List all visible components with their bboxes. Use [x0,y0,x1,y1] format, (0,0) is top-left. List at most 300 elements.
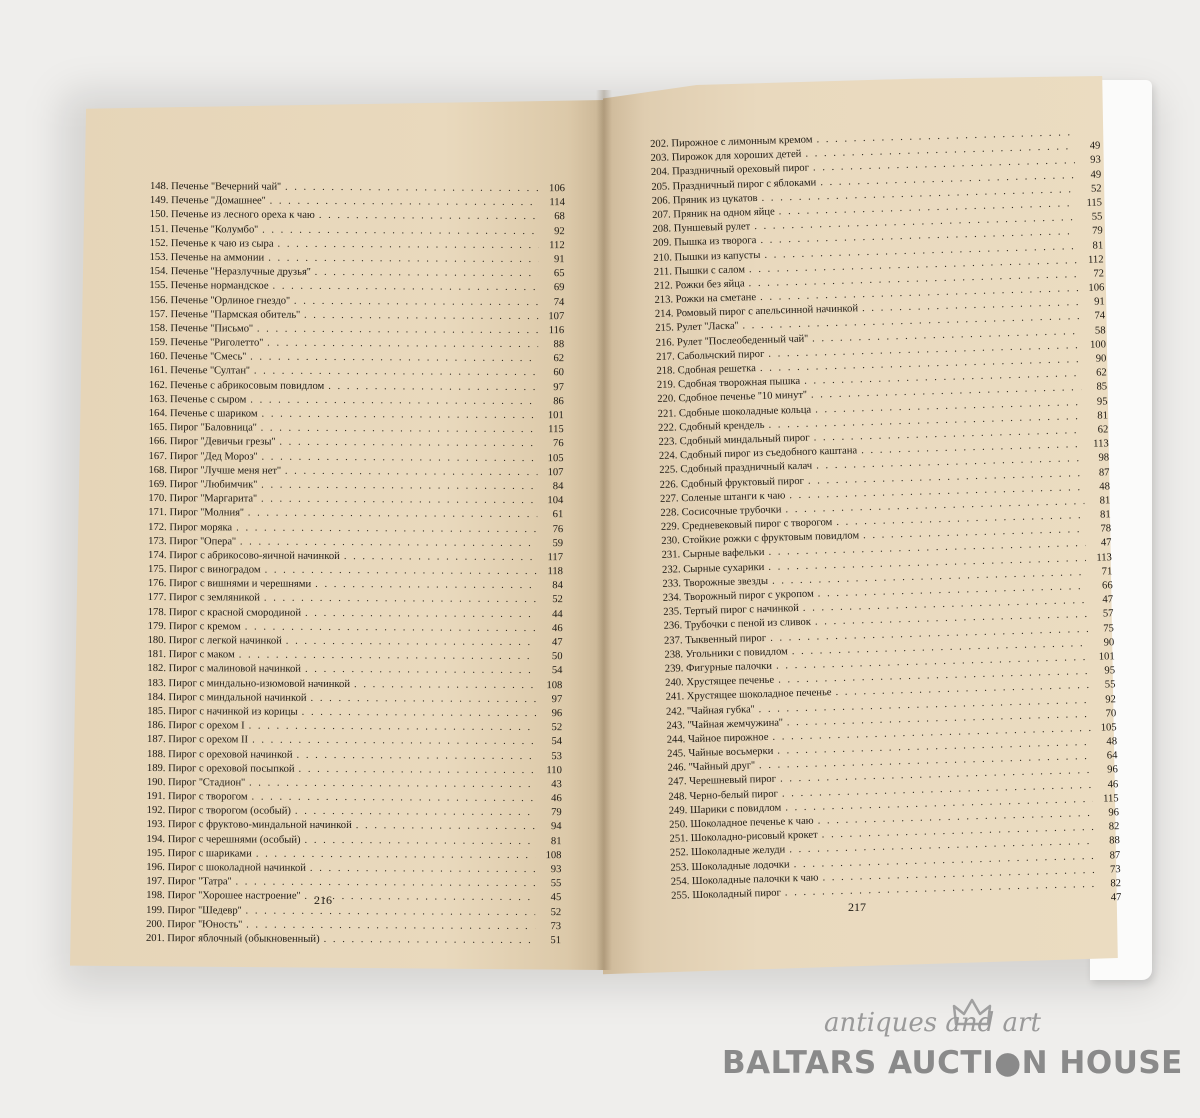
toc-leader-dots [296,748,536,763]
toc-entry-number: 237. [663,634,683,647]
toc-entry-title: Пирог с шариками [167,847,252,860]
toc-entry-number: 173. [148,535,167,547]
toc-entry-title: Пирог с абрикосово-яичной начинкой [169,549,340,562]
toc-entry-page: 68 [554,211,565,223]
toc-entry-page: 74 [1094,310,1106,323]
toc-leader-dots [310,862,536,877]
toc-entry-page: 88 [1109,835,1120,847]
toc-leader-dots [257,322,538,338]
toc-entry-page: 76 [553,438,564,450]
toc-entry-number: 176. [147,578,167,590]
toc-entry-number: 189. [146,762,166,774]
toc-entry-page: 81 [1099,495,1111,507]
toc-entry-number: 163. [148,393,168,405]
toc-entry-page: 98 [1098,452,1110,464]
toc-entry-number: 152. [149,237,169,249]
toc-entry-number: 165. [148,422,168,434]
toc-entry-page: 93 [1090,154,1101,167]
left-page-toc [146,180,565,948]
toc-entry-title: Стойкие рожки с фруктовым повидлом [682,530,860,547]
toc-leader-dots [252,734,536,750]
toc-entry-number: 156. [149,294,168,306]
toc-entry-page: 45 [550,892,562,904]
toc-leader-dots [294,294,539,309]
toc-entry-title: Тыквенный пирог [685,632,767,646]
toc-entry-title: Пуншевый рулет [673,221,751,235]
toc-entry-page: 57 [1102,608,1114,620]
toc-entry-page: 101 [547,410,564,422]
toc-entry-page: 46 [552,622,563,634]
toc-entry-page: 108 [545,849,562,861]
toc-entry-page: 86 [553,395,564,407]
toc-leader-dots [311,692,537,707]
toc-entry-title: Черно-белый пирог [689,788,779,802]
toc-entry-number: 214. [654,308,674,321]
toc-entry-number: 202. [650,138,669,150]
toc-entry-number: 209. [652,237,672,250]
toc-leader-dots [304,308,538,323]
toc-entry-page: 107 [548,310,565,322]
toc-leader-dots [248,507,538,523]
toc-leader-dots [239,649,537,665]
toc-entry-number: 184. [147,691,166,703]
toc-entry-title: Шоколадно-рисовый крокет [690,829,818,845]
toc-entry-page: 52 [550,906,562,918]
toc-entry-title: Печенье с абрикосовым повидлом [170,379,325,392]
toc-entry-title: Шоколадные палочки к чаю [691,872,819,887]
toc-entry [146,932,561,948]
toc-entry-page: 55 [1091,211,1103,223]
toc-entry-title: Сосисочные трубочки [681,504,782,519]
toc-entry-page: 48 [1106,736,1118,748]
toc-entry-page: 87 [1098,466,1110,479]
watermark-subtitle: antiques and art [824,1008,1041,1038]
toc-entry-page: 62 [1095,367,1107,379]
toc-entry-number: 252. [669,847,689,860]
toc-entry-page: 55 [550,878,562,890]
toc-entry-number: 166. [148,436,168,448]
toc-entry-page: 115 [1102,792,1119,805]
toc-entry-number: 253. [670,861,690,874]
toc-entry-title: Пышка из творога [673,235,757,249]
toc-entry-number: 180. [147,634,167,647]
toc-entry-title: Фигурные палочки [685,660,773,675]
toc-leader-dots [295,805,536,820]
toc-entry-number: 243. [666,719,686,732]
toc-entry-page: 88 [553,339,565,351]
toc-entry-title: Пирог с ореховой посыпкой [168,762,295,775]
toc-entry-number: 225. [659,464,678,477]
toc-entry-title: Пирог с шоколадной начинкой [167,862,306,874]
toc-entry-title: ''Чайная жемчужина'' [687,717,783,731]
toc-leader-dots [305,606,537,621]
toc-leader-dots [304,890,535,905]
toc-entry-page: 65 [553,268,565,280]
toc-leader-dots [302,706,537,721]
toc-entry-title: Пирожок для хороших детей [671,148,802,164]
toc-entry-title: Пирог ''Баловница'' [169,422,257,434]
toc-entry-page: 85 [1096,381,1108,394]
toc-entry-title: Пирог ''Юность'' [167,918,243,931]
toc-entry-page: 69 [553,282,565,294]
toc-entry-title: Пирог с начинкой из корицы [168,706,298,718]
toc-entry-title: Пирог с творогом (особый) [167,805,291,817]
toc-entry-page: 108 [546,679,563,691]
toc-entry-number: 196. [146,861,165,874]
toc-entry-number: 218. [656,365,676,377]
toc-entry-number: 251. [669,833,689,845]
toc-leader-dots [319,209,539,224]
toc-entry-number: 227. [659,493,679,505]
toc-entry-number: 168. [148,464,168,476]
toc-entry-page: 95 [1096,395,1108,408]
toc-entry-title: Печенье на аммонии [170,252,265,264]
toc-entry-title: Пирог ''Хорошее настроение'' [167,890,301,903]
toc-entry-number: 204. [650,166,670,179]
toc-entry-number: 239. [664,663,684,675]
toc-entry-title: Пирог ''Молния'' [169,507,244,519]
book-gutter [596,90,612,970]
toc-entry-page: 81 [1097,410,1109,422]
toc-entry-page: 43 [551,778,562,791]
toc-entry-number: 181. [147,649,167,661]
toc-entry-title: Сдобный крендель [679,419,765,434]
toc-entry-title: Шарики с повидлом [689,802,782,816]
toc-entry-number: 236. [663,620,683,633]
toc-entry-page: 105 [547,452,564,464]
toc-entry-number: 192. [146,805,166,817]
toc-entry-title: Пирог с фруктово-миндальной начинкой [167,819,352,832]
toc-entry-title: Пирог ''Лучше меня нет'' [169,464,281,477]
toc-entry-number: 230. [661,535,680,548]
toc-entry-page: 60 [553,367,565,379]
toc-entry-page: 62 [1097,424,1109,436]
toc-leader-dots [254,365,538,381]
toc-entry-number: 171. [148,507,167,519]
right-page-toc [650,125,1122,918]
toc-leader-dots [249,776,536,792]
toc-entry-page: 47 [1102,594,1114,606]
toc-leader-dots [240,535,537,551]
toc-entry-title: Праздничный пирог с яблоками [672,176,817,192]
toc-entry-number: 201. [146,932,165,945]
toc-entry-page: 97 [553,381,564,393]
toc-entry-page: 75 [1103,622,1115,635]
toc-leader-dots [267,337,538,353]
toc-entry-number: 160. [149,351,168,363]
toc-entry-page: 101 [1098,651,1115,663]
toc-entry-title: Творожные звезды [683,575,769,590]
toc-entry-title: Средневековый пирог с творогом [681,517,833,533]
toc-entry-number: 232. [661,563,681,576]
toc-entry-page: 48 [1099,480,1111,493]
toc-entry-title: Пирог с миндально-изюмовой начинкой [168,677,351,690]
toc-leader-dots [273,280,539,296]
toc-entry-title: Сдобная творожная пышка [677,376,801,391]
toc-entry-number: 207. [652,209,671,221]
toc-entry-page: 115 [548,424,564,436]
toc-entry-title: Пирог ''Татра'' [167,876,232,888]
toc-entry-page: 47 [551,637,563,649]
toc-leader-dots [328,380,538,395]
toc-entry-number: 183. [147,677,166,689]
toc-entry-title: Рулет ''Послеобеденный чай'' [676,333,809,348]
toc-entry-number: 190. [146,776,166,788]
toc-entry-title: Пирог ''Маргарита'' [169,493,257,505]
toc-entry-page: 116 [548,324,565,337]
toc-entry-page: 62 [553,353,565,365]
toc-entry-title: Пряник на одном яйце [673,206,775,221]
toc-leader-dots [246,904,536,920]
toc-entry-page: 90 [1095,353,1107,365]
toc-leader-dots [268,252,538,268]
toc-entry-title: Пирог с творогом [167,791,248,803]
toc-entry-page: 79 [551,807,562,819]
toc-entry-title: Пирог с кремом [168,620,241,633]
toc-entry-number: 238. [664,649,684,661]
toc-leader-dots [265,564,537,580]
toc-entry-title: Пирог яблочный (обыкновенный) [167,933,320,945]
toc-entry-number: 249. [668,805,688,817]
toc-entry-title: Сдобный праздничный калач [680,460,813,476]
toc-entry-number: 241. [665,691,685,704]
toc-entry-title: Пирог с земляникой [168,592,260,605]
toc-entry-title: Сдобный фруктовый пирог [680,475,805,490]
toc-entry-number: 197. [146,876,165,888]
toc-leader-dots [235,876,535,892]
toc-entry-title: Пирог с ореховой начинкой [168,748,293,761]
toc-entry-page: 118 [547,566,563,578]
toc-entry-page: 47 [1110,892,1122,904]
toc-entry-number: 169. [148,478,167,491]
toc-entry-title: Соленые штанги к чаю [681,490,786,504]
toc-entry-title: Пирог ''Дед Мороз'' [169,450,258,463]
toc-entry-page: 84 [552,580,563,592]
toc-entry-title: Тертый пирог с начинкой [684,603,800,618]
toc-entry-page: 90 [1103,636,1115,649]
toc-entry-title: Печенье из лесного ореха к чаю [170,209,315,222]
toc-entry-number: 203. [650,152,670,165]
toc-entry-title: Рожки на сметане [675,292,757,306]
toc-entry-number: 150. [149,209,169,221]
toc-entry-title: Печенье ''Султан'' [170,365,250,377]
watermark-title: BALTARS AUCTI●N HOUSE [722,1045,1183,1081]
toc-entry-number: 213. [654,294,674,306]
toc-entry-title: Печенье ''Письмо'' [170,322,253,335]
toc-entry-page: 96 [1108,807,1120,819]
toc-entry-page [1078,134,1100,135]
toc-entry-page: 49 [1089,140,1101,152]
toc-entry-page: 81 [550,835,562,847]
toc-leader-dots [315,266,539,281]
toc-entry-number: 175. [147,564,167,576]
toc-entry-title: Пирог ''Шедевр'' [167,904,242,917]
toc-entry-title: Печенье с сыром [170,393,247,406]
toc-entry-title: Пирожное с лимонным кремом [671,134,813,150]
toc-entry-page: 49 [1090,168,1102,181]
toc-entry-page: 52 [1090,183,1102,195]
toc-leader-dots [305,663,537,678]
toc-entry-title: Печенье с шариком [169,408,258,420]
toc-entry-number: 254. [670,875,690,888]
toc-entry-page: 92 [554,225,565,237]
toc-entry-number: 191. [146,791,166,803]
toc-entry-number: 248. [668,790,688,803]
left-page-number: 216 [314,893,332,907]
toc-entry-title: Рожки без яйца [675,278,745,292]
toc-entry-number: 179. [147,620,167,632]
toc-entry-number: 215. [655,322,675,335]
toc-entry-title: Пирог ''Девичьи грезы'' [169,436,276,449]
toc-entry-page: 117 [547,551,564,564]
toc-entry-number: 212. [653,280,673,292]
toc-entry-number: 247. [667,776,687,789]
toc-entry-page: 112 [549,239,565,251]
toc-entry-title: Черешневый пирог [689,774,777,788]
toc-entry-page: 54 [551,736,563,748]
toc-entry-page: 106 [1088,282,1105,294]
toc-entry-number: 211. [653,266,673,278]
toc-entry-title: Хрустящее шоколадное печенье [686,687,832,703]
toc-entry-number: 242. [665,705,685,718]
toc-entry-title: Рулет ''Ласка'' [676,321,739,334]
toc-entry-number: 226. [659,478,679,491]
toc-entry-title: Пирог ''Опера'' [169,535,236,548]
toc-entry-page: 105 [1100,722,1117,734]
toc-entry-page: 82 [1110,878,1122,890]
toc-entry-title: Пирог с орехом I [168,720,245,732]
toc-entry-number: 161. [148,365,168,377]
toc-entry-page: 55 [1104,679,1116,691]
toc-entry-title: Пирог с миндальной начинкой [168,691,307,704]
toc-entry-title: Печенье к чаю из сыра [170,237,274,250]
toc-entry-title: Сырные сухарики [683,561,765,575]
toc-leader-dots [249,720,537,736]
toc-entry-page: 96 [551,708,563,720]
toc-entry-title: Сдобный миндальный пирог [679,432,810,448]
toc-entry-page: 113 [1096,551,1113,564]
toc-entry-title: Сабольчский пирог [677,348,765,363]
toc-entry-number: 172. [148,521,167,533]
toc-entry-title: Печенье ''Пармская обитель'' [170,308,301,321]
toc-leader-dots [285,181,539,197]
toc-entry-number: 177. [147,592,167,604]
toc-entry-page: 81 [1092,239,1104,252]
toc-entry-number: 250. [669,819,688,831]
toc-leader-dots [278,237,539,253]
toc-entry-page: 52 [551,722,563,734]
toc-entry-number: 223. [658,436,678,448]
toc-leader-dots [299,762,536,777]
toc-entry-number: 182. [147,663,167,675]
toc-entry-number: 157. [149,308,168,320]
toc-leader-dots [261,479,537,495]
toc-leader-dots [236,521,537,537]
toc-entry-page: 64 [1106,750,1118,762]
toc-entry-page: 100 [1089,339,1107,351]
toc-entry-title: Трубочки с пеной из сливок [684,617,812,632]
toc-entry-number: 188. [146,748,166,760]
toc-leader-dots [270,195,539,211]
toc-entry-number: 216. [655,337,675,349]
toc-entry-page: 114 [549,197,565,209]
toc-entry-page: 91 [1094,296,1105,308]
toc-entry-title: Сдобные шоколадные кольца [678,404,812,419]
toc-entry-number: 178. [147,606,167,618]
toc-entry-number: 155. [149,280,169,292]
toc-entry-page: 113 [1093,438,1109,450]
toc-entry-number: 217. [655,351,675,363]
toc-leader-dots [250,393,538,409]
toc-entry-title: Пирог с легкой начинкой [168,635,282,647]
toc-leader-dots [279,436,537,452]
toc-entry-title: Сдобная решетка [677,363,757,377]
toc-leader-dots [246,918,535,934]
toc-entry-number: 229. [660,521,680,533]
toc-leader-dots [261,493,537,509]
toc-entry-page: 91 [553,254,565,266]
toc-entry-number: 195. [146,847,166,859]
toc-entry-number: 186. [147,720,166,732]
toc-entry-title: Пирог моряка [169,521,233,533]
toc-entry-page: 70 [1105,707,1117,720]
toc-entry-page: 82 [1108,821,1120,833]
toc-entry-number: 221. [657,407,677,420]
toc-entry-page: 50 [551,651,563,663]
toc-entry-number: 206. [651,195,671,207]
toc-leader-dots [261,422,538,438]
right-page-number: 217 [848,900,866,914]
toc-entry-number: 158. [149,322,168,334]
toc-entry-number: 187. [147,734,166,746]
toc-entry-number: 148. [149,180,169,193]
toc-entry-number: 228. [660,507,680,519]
toc-entry-page: 106 [549,183,565,195]
toc-entry-title: Шоколадное печенье к чаю [690,815,814,831]
toc-entry-page: 78 [1100,523,1112,535]
toc-leader-dots [262,223,539,239]
toc-entry-title: Печенье ''Риголетто'' [170,337,264,349]
toc-entry-title: Пирог ''Любимчик'' [169,479,258,491]
toc-entry-title: Пирог с малиновой начинкой [168,663,302,676]
toc-entry-page: 72 [1093,268,1105,280]
toc-entry-title: Пышки с салом [674,264,746,278]
toc-entry-title: Пирог с красной смородиной [168,606,302,619]
toc-entry-page: 107 [547,466,564,478]
toc-entry-number: 198. [146,890,165,902]
toc-entry-page: 73 [550,920,562,932]
toc-entry-page: 79 [1092,225,1103,238]
toc-entry-page: 61 [552,509,564,521]
toc-entry-page: 73 [1109,863,1121,876]
toc-entry-page: 97 [551,693,563,705]
toc-entry-number: 164. [148,407,168,420]
toc-leader-dots [261,450,537,466]
toc-entry-title: Пышки из капусты [674,249,761,263]
toc-entry-title: ''Чайная губка'' [687,703,755,717]
toc-leader-dots [286,635,537,651]
toc-entry-number: 231. [661,549,681,562]
toc-entry-number: 210. [653,251,673,264]
toc-entry-page: 58 [1094,324,1106,337]
toc-leader-dots [245,620,537,636]
toc-entry-title: Пирог с виноградом [169,564,261,576]
toc-entry-title: ''Чайный друг'' [688,760,756,774]
toc-entry-number: 154. [149,266,169,278]
toc-entry-title: Сырные вафельки [682,547,765,561]
toc-entry-title: Шоколадные желуди [691,844,786,859]
toc-entry-title: Праздничный ореховый пирог [672,162,810,178]
